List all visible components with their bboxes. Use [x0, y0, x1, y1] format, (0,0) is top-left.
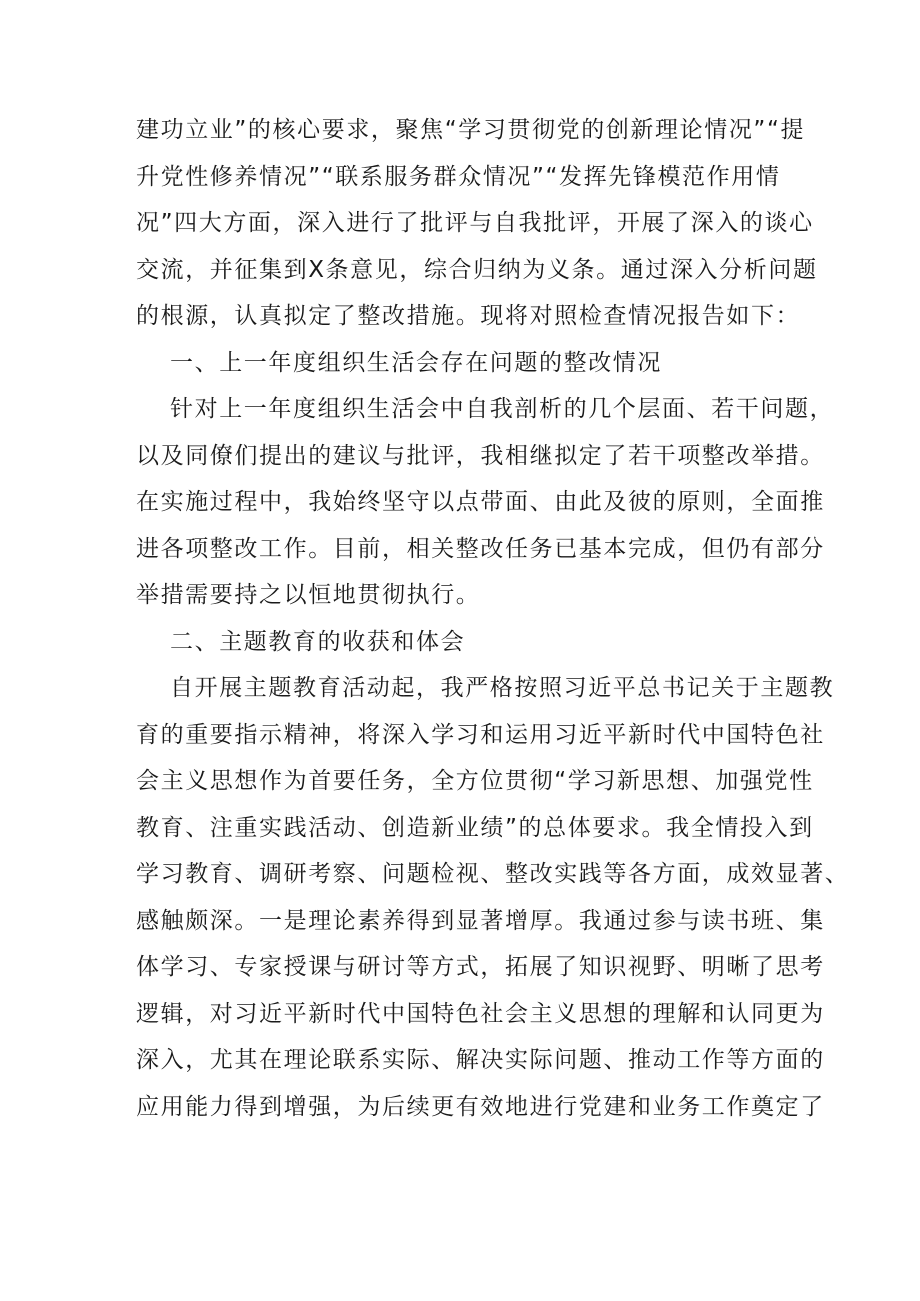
- text-line: 教育、注重实践活动、创造新业绩”的总体要求。我全情投入到: [136, 814, 814, 841]
- text-line: 的根源，认真拟定了整改措施。现将对照检查情况报告如下：: [136, 303, 801, 329]
- section-heading-2: 二、主题教育的收获和体会: [170, 628, 466, 655]
- text-line: 感触颇深。一是理论素养得到显著增厚。我通过参与读书班、集: [136, 907, 825, 934]
- paragraph-start: 针对上一年度组织生活会中自我剖析的几个层面、若干问题，: [170, 396, 835, 422]
- text-line: 在实施过程中，我始终坚守以点带面、由此及彼的原则，全面推: [136, 489, 825, 515]
- text-line: 深入，尤其在理论联系实际、解决实际问题、推动工作等方面的: [136, 1047, 825, 1073]
- text-line: 应用能力得到增强，为后续更有效地进行党建和业务工作奠定了: [136, 1093, 825, 1120]
- paragraph-start: 自开展主题教育活动起，我严格按照习近平总书记关于主题教: [170, 675, 835, 701]
- text-line: 体学习、专家授课与研讨等方式，拓展了知识视野、明晰了思考: [136, 954, 825, 980]
- text-line: 学习教育、调研考察、问题检视、整改实践等各方面，成效显著、: [136, 861, 850, 887]
- text-line: 进各项整改工作。目前，相关整改任务已基本完成，但仍有部分: [136, 535, 825, 562]
- section-heading-1: 一、上一年度组织生活会存在问题的整改情况: [170, 349, 662, 376]
- text-line: 会主义思想作为首要任务，全方位贯彻“学习新思想、加强党性: [136, 768, 814, 794]
- text-line: 建功立业”的核心要求，聚焦“学习贯彻党的创新理论情况”“提: [136, 117, 806, 143]
- text-line: 举措需要持之以恒地贯彻执行。: [136, 582, 481, 608]
- text-line: 交流，并征集到X条意见，综合归纳为义条。通过深入分析问题: [136, 256, 818, 283]
- text-line: 升党性修养情况”“联系服务群众情况”“发挥先锋模范作用情: [136, 163, 781, 190]
- text-line: 以及同僚们提出的建议与批评，我相继拟定了若干项整改举措。: [136, 442, 825, 469]
- text-line: 逻辑，对习近平新时代中国特色社会主义思想的理解和认同更为: [136, 1000, 825, 1027]
- text-line: 况”四大方面，深入进行了批评与自我批评，开展了深入的谈心: [136, 210, 814, 236]
- text-line: 育的重要指示精神，将深入学习和运用习近平新时代中国特色社: [136, 721, 825, 748]
- document-body: [136, 107, 850, 1130]
